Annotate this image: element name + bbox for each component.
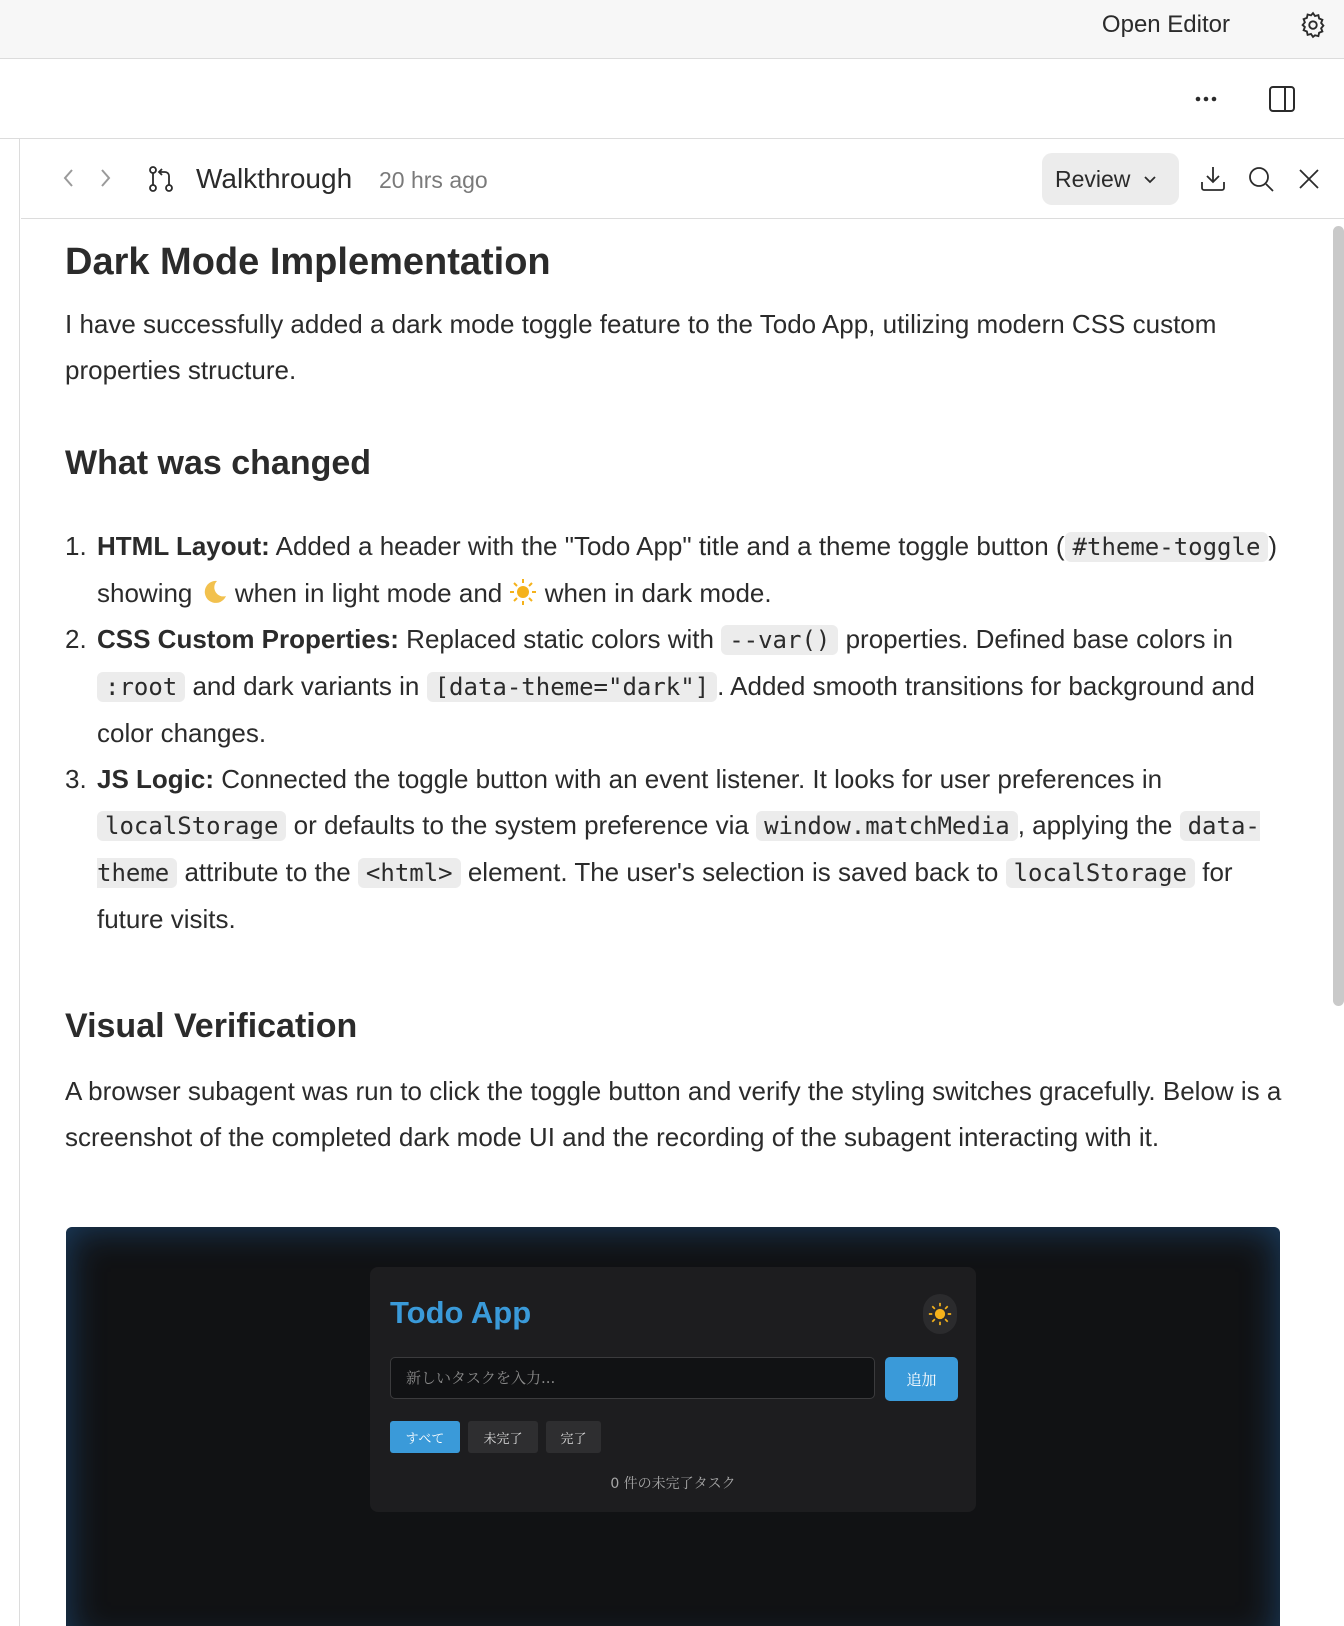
filter-completed-button[interactable]: 完了	[546, 1421, 601, 1453]
review-label: Review	[1055, 165, 1131, 192]
search-icon[interactable]	[1245, 163, 1277, 195]
sun-icon	[509, 578, 537, 606]
sun-icon	[928, 1302, 952, 1326]
todo-app-card	[370, 1267, 976, 1512]
filter-active-button[interactable]: 未完了	[468, 1421, 538, 1453]
section-heading-verification: Visual Verification	[65, 1007, 358, 1045]
moon-icon	[200, 578, 228, 606]
item-text: properties. Defined base colors in	[838, 624, 1233, 654]
inline-code: #theme-toggle	[1065, 532, 1269, 562]
chevron-left-icon[interactable]	[55, 164, 83, 192]
item-text: when in dark mode.	[537, 578, 772, 608]
item-text: when in light mode and	[227, 578, 510, 608]
inline-code: [data-theme="dark"]	[427, 672, 718, 702]
todo-app-title: Todo App	[390, 1295, 532, 1330]
inline-code: data-theme	[97, 812, 1260, 887]
item-text: or defaults to the system preference via	[286, 810, 757, 840]
item-text: and dark variants in	[185, 671, 427, 701]
remaining-count: 0 件の未完了タスク	[610, 1476, 736, 1492]
add-task-button[interactable]: 追加	[885, 1357, 958, 1401]
theme-toggle-button[interactable]	[923, 1294, 957, 1334]
item-text: Replaced static colors with	[398, 624, 722, 654]
item-text: , applying the	[1017, 810, 1180, 840]
item-bold-label: CSS Custom Properties:	[97, 624, 399, 654]
inline-code: localStorage	[97, 811, 286, 841]
inline-code: :root	[97, 672, 185, 702]
list-number: 3.	[65, 764, 87, 794]
item-bold-label: HTML Layout:	[97, 531, 270, 561]
walkthrough-header	[21, 139, 1344, 219]
close-icon[interactable]	[1293, 163, 1325, 195]
more-horizontal-icon[interactable]	[1190, 83, 1222, 115]
inline-code: window.matchMedia	[756, 811, 1018, 841]
open-editor-button[interactable]: Open Editor	[1101, 11, 1230, 38]
changes-list	[65, 523, 1285, 942]
dark-mode-screenshot	[66, 1227, 1280, 1626]
list-number: 2.	[65, 624, 87, 654]
item-text: . Added smooth transitions for background and color changes.	[97, 671, 1255, 748]
review-button[interactable]	[1042, 153, 1179, 205]
intro-paragraph: I have successfully added a dark mode toggle feature to the Todo App, utilizing modern CSS custom properties structure.	[65, 309, 1217, 385]
scrollbar-thumb[interactable]	[1333, 226, 1344, 1006]
item-text: for future visits.	[97, 857, 1233, 934]
split-panel-icon[interactable]	[1266, 83, 1298, 115]
chevron-right-icon[interactable]	[91, 164, 119, 192]
left-gutter	[0, 139, 20, 1626]
walkthrough-title: Walkthrough	[196, 163, 353, 194]
item-bold-label: JS Logic:	[97, 764, 215, 794]
list-item	[65, 523, 1285, 616]
section-heading-changes: What was changed	[65, 444, 372, 482]
filter-all-button[interactable]: すべて	[390, 1421, 460, 1453]
item-text: attribute to the	[177, 857, 358, 887]
list-item	[65, 756, 1285, 942]
inline-code: localStorage	[1006, 858, 1195, 888]
list-number: 1.	[65, 531, 87, 561]
item-text: ) showing	[97, 531, 1278, 608]
inline-code: <html>	[358, 858, 461, 888]
download-icon[interactable]	[1197, 163, 1229, 195]
list-item	[65, 616, 1285, 756]
item-text: element. The user's selection is saved back to	[460, 857, 1006, 887]
document-body	[65, 226, 1285, 1160]
pull-request-icon	[145, 163, 177, 195]
chevron-down-icon	[1142, 171, 1158, 187]
item-text: Connected the toggle button with an event listener. It looks for user preferences in	[214, 764, 1163, 794]
page-title: Dark Mode Implementation	[65, 241, 551, 283]
top-bar	[0, 0, 1344, 59]
verification-paragraph: A browser subagent was run to click the toggle button and verify the styling switches gracefully. Below is a screenshot of the completed dark mode UI and the recording of the subagent interacting with it.	[65, 1076, 1282, 1152]
inline-code: --var()	[721, 625, 838, 655]
secondary-toolbar	[0, 59, 1344, 139]
item-text: Added a header with the "Todo App" title and a theme toggle button (	[269, 531, 1065, 561]
task-input[interactable]	[390, 1357, 875, 1399]
timestamp: 20 hrs ago	[379, 167, 488, 193]
gear-icon[interactable]	[1298, 10, 1328, 40]
